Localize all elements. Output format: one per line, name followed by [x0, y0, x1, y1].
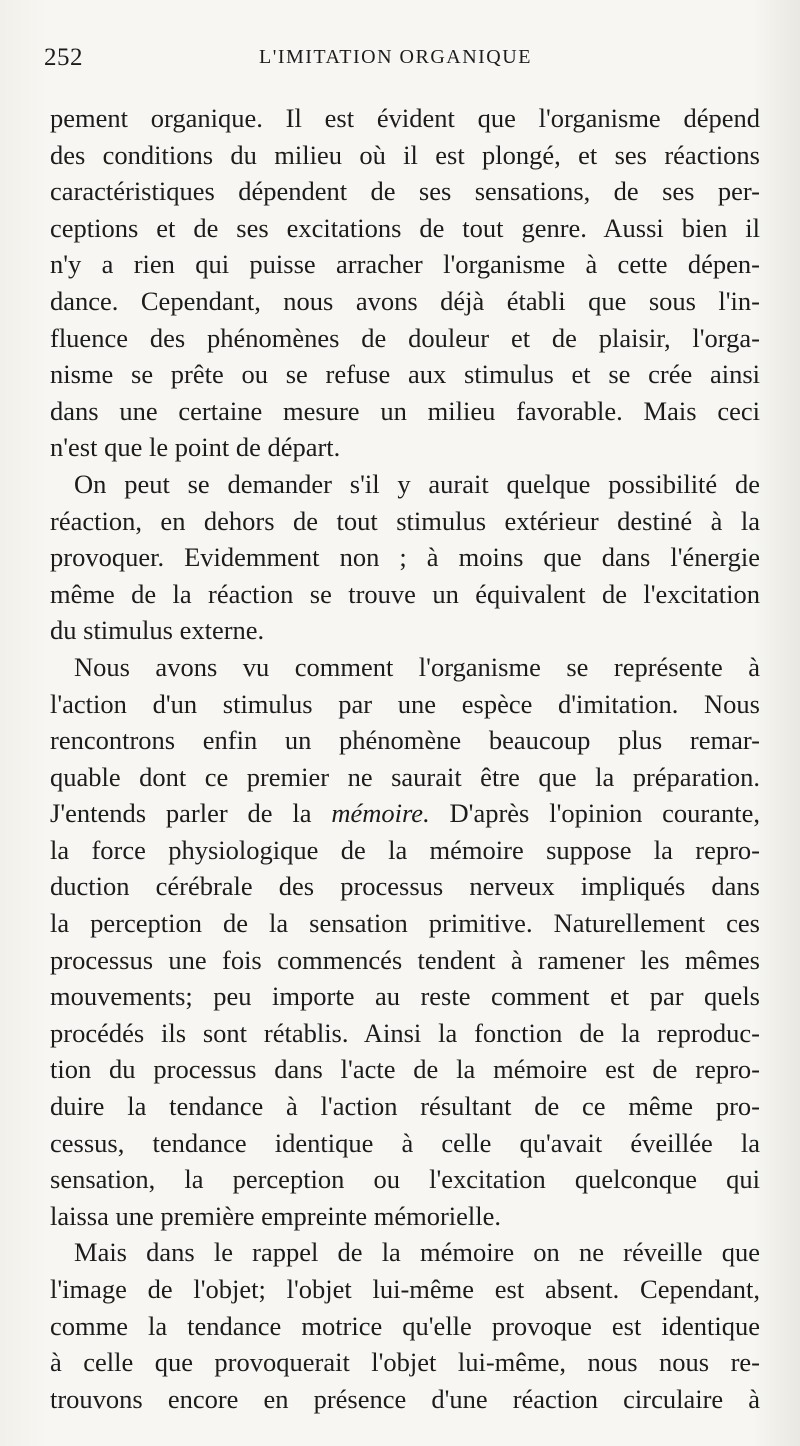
- text-line: n'y a rien qui puisse arracher l'organisme à cette dépen-: [50, 249, 760, 280]
- text-line: la force physiologique de la mémoire suppose la repro-: [50, 834, 760, 865]
- text-line: du stimulus externe.: [50, 615, 265, 646]
- text-line: Mais dans le rappel de la mémoire on ne réveille que: [74, 1237, 760, 1268]
- text-line: n'est que le point de départ.: [50, 432, 341, 463]
- text-line: quable dont ce premier ne saurait être que la préparation.: [50, 761, 760, 792]
- text-line: pement organique. Il est évident que l'organisme dépend: [50, 103, 760, 133]
- text-line: laissa une première empreinte mémorielle.: [50, 1200, 502, 1231]
- text-line: procédés ils sont rétablis. Ainsi la fonction de la reproduc-: [50, 1017, 760, 1048]
- text-line: nisme se prête ou se refuse aux stimulus et se crée ainsi: [50, 359, 760, 390]
- text-line: comme la tendance motrice qu'elle provoque est identique: [50, 1310, 760, 1341]
- text-line: mouvements; peu importe au reste comment et par quels: [50, 981, 760, 1012]
- text-line: des conditions du milieu où il est plongé, et ses réactions: [50, 139, 760, 170]
- text-line: réaction, en dehors de tout stimulus extérieur destiné à la: [50, 505, 760, 536]
- running-head: [44, 44, 764, 76]
- page-number: 252: [44, 44, 83, 71]
- text-segment: J'entends parler de la: [50, 798, 312, 829]
- text-line: rencontrons enfin un phénomène beaucoup plus remar-: [50, 725, 760, 756]
- text-segment: D'après l'opinion courante,: [449, 798, 760, 829]
- text-line: sensation, la perception ou l'excitation quelconque qui: [50, 1164, 760, 1195]
- italic-term: mémoire.: [331, 798, 430, 829]
- text-line: On peut se demander s'il y aurait quelque possibilité de: [74, 468, 760, 499]
- text-line: processus une fois commencés tendent à ramener les mêmes: [50, 944, 760, 975]
- body-text: [50, 100, 760, 1417]
- text-line: la perception de la sensation primitive. Naturellement ces: [50, 908, 760, 939]
- text-line: l'image de l'objet; l'objet lui-même est absent. Cependant,: [50, 1274, 760, 1304]
- text-line: dance. Cependant, nous avons déjà établi que sous l'in-: [50, 285, 760, 316]
- text-line: tion du processus dans l'acte de la mémoire est de repro-: [50, 1054, 760, 1085]
- text-line: même de la réaction se trouve un équivalent de l'excitation: [50, 578, 760, 609]
- text-line-with-italic: [50, 795, 760, 832]
- text-line: à celle que provoquerait l'objet lui-même, nous nous re-: [50, 1347, 760, 1378]
- text-line: caractéristiques dépendent de ses sensations, de ses per-: [50, 176, 760, 207]
- text-line: l'action d'un stimulus par une espèce d'imitation. Nous: [50, 688, 760, 719]
- text-line: ceptions et de ses excitations de tout genre. Aussi bien il: [50, 212, 760, 243]
- text-line: cessus, tendance identique à celle qu'avait éveillée la: [50, 1127, 760, 1158]
- text-line: provoquer. Evidemment non ; à moins que dans l'énergie: [50, 542, 760, 573]
- text-line: fluence des phénomènes de douleur et de plaisir, l'orga-: [50, 322, 760, 353]
- running-title: L'IMITATION ORGANIQUE: [259, 46, 532, 68]
- text-line: duction cérébrale des processus nerveux impliqués dans: [50, 871, 760, 902]
- text-line: Nous avons vu comment l'organisme se représente à: [74, 651, 760, 682]
- text-line: duire la tendance à l'action résultant de ce même pro-: [50, 1091, 760, 1122]
- text-line: trouvons encore en présence d'une réaction circulaire à: [50, 1383, 760, 1414]
- text-line: dans une certaine mesure un milieu favorable. Mais ceci: [50, 395, 760, 426]
